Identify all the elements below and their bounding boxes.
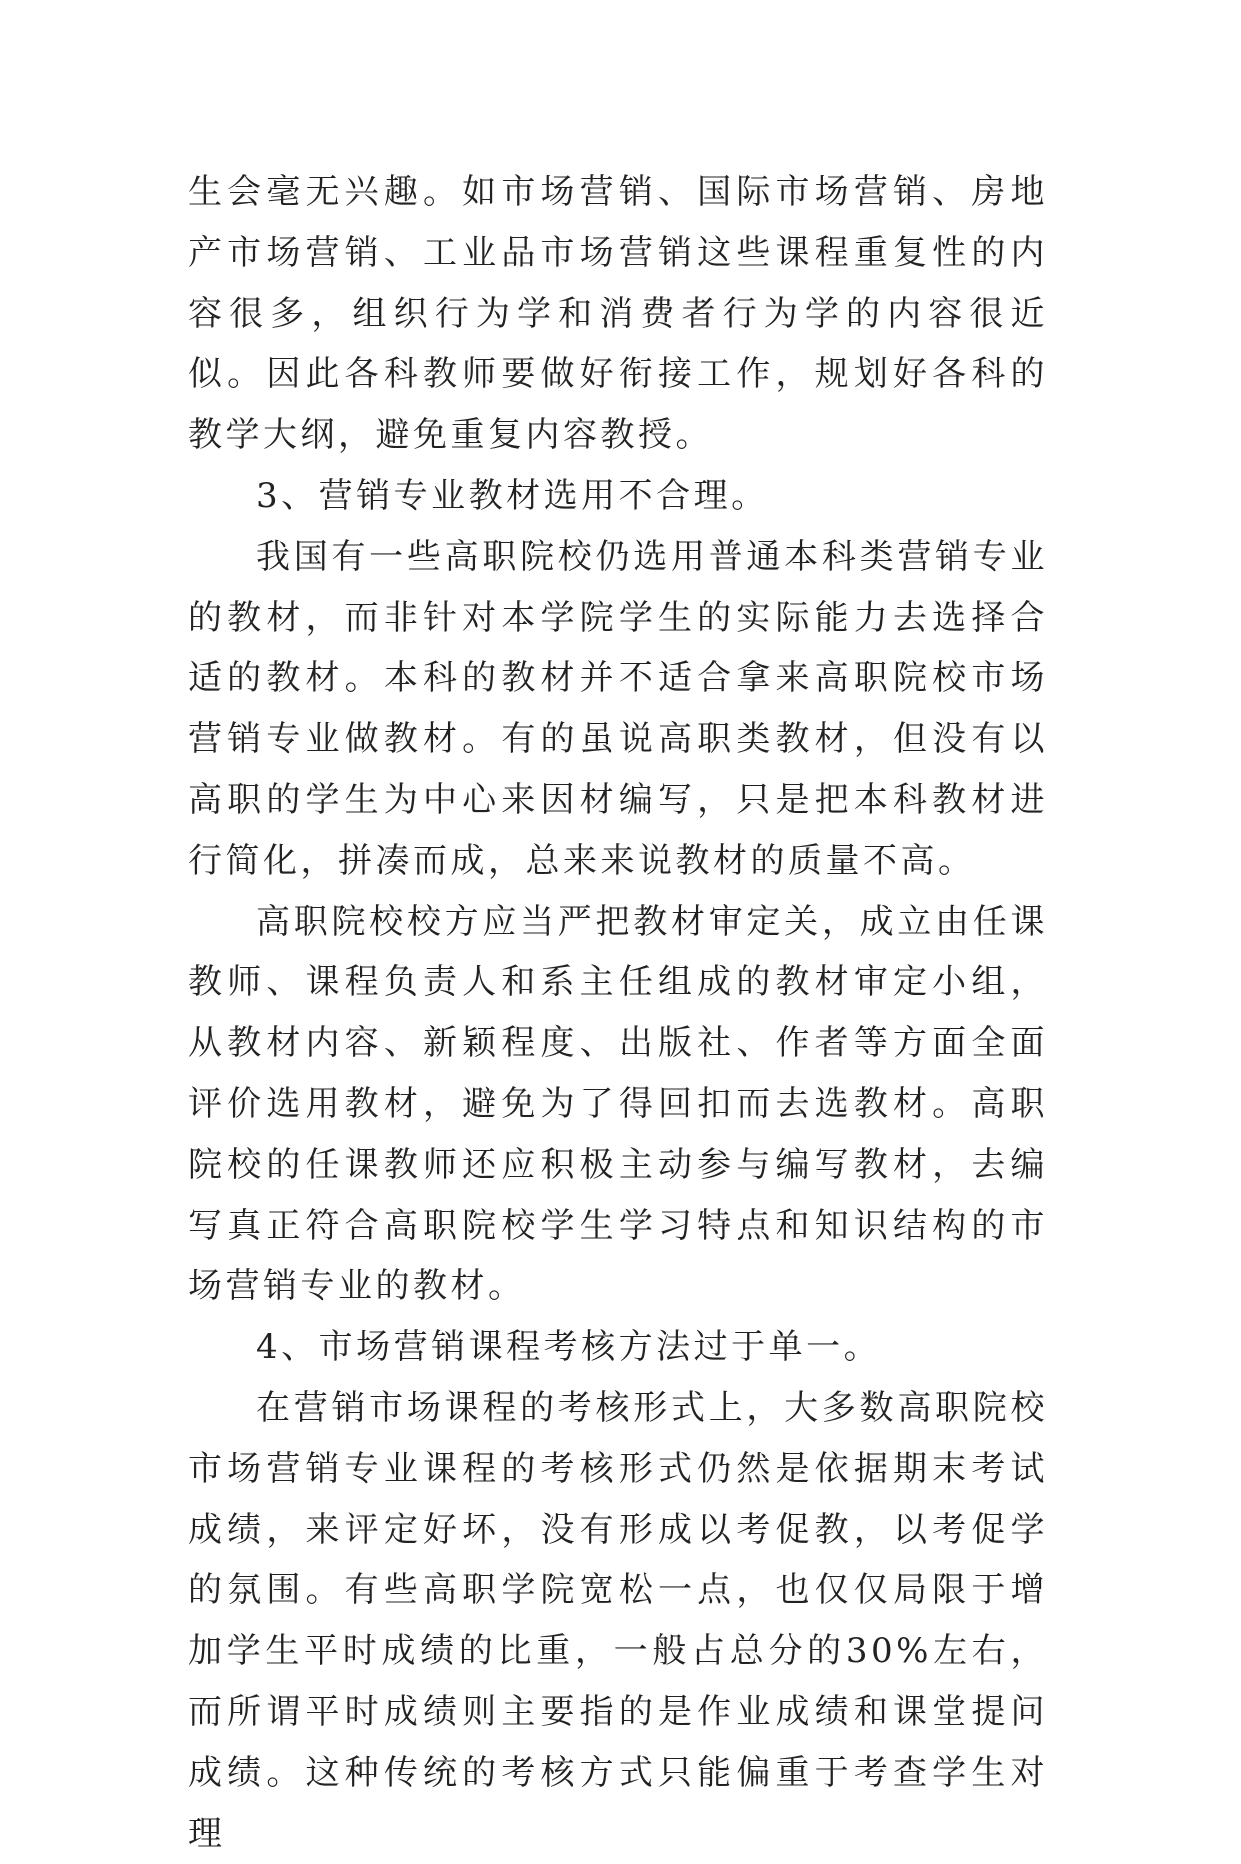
section-heading-3: 3、营销专业教材选用不合理。 [256, 475, 769, 516]
paragraph: 在营销市场课程的考核形式上，大多数高职院校市场营销专业课程的考核形式仍然是依据期末考试成绩，来评定好坏，没有形成以考促教，以考促学的氛围。有些高职学院宽松一点，也仅仅局限于增加学生平时成绩的比重，一般占总分的30%左右，而所谓平时成绩则主要指的是作业成绩和课堂提问成绩。这种传统的考核方式只能偏重于考查学生对理 [188, 1387, 1048, 1854]
paragraph: 我国有一些高职院校仍选用普通本科类营销专业的教材，而非针对本学院学生的实际能力去选择合适的教材。本科的教材并不适合拿来高职院校市场营销专业做教材。有的虽说高职类教材，但没有以高职的学生为中心来因材编写，只是把本科教材进行简化，拼凑而成，总来来说教材的质量不高。 [188, 536, 1048, 881]
section-heading-4: 4、市场营销课程考核方法过于单一。 [256, 1327, 882, 1368]
document-body [188, 162, 1048, 1864]
paragraph: 高职院校校方应当严把教材审定关，成立由任课教师、课程负责人和系主任组成的教材审定小组，从教材内容、新颖程度、出版社、作者等方面全面评价选用教材，避免为了得回扣而去选教材。高职院校的任课教师还应积极主动参与编写教材，去编写真正符合高职院校学生学习特点和知识结构的市场营销专业的教材。 [188, 901, 1048, 1307]
paragraph-continuation: 生会毫无兴趣。如市场营销、国际市场营销、房地产市场营销、工业品市场营销这些课程重复性的内容很多，组织行为学和消费者行为学的内容很近似。因此各科教师要做好衔接工作，规划好各科的教学大纲，避免重复内容教授。 [188, 172, 1048, 456]
